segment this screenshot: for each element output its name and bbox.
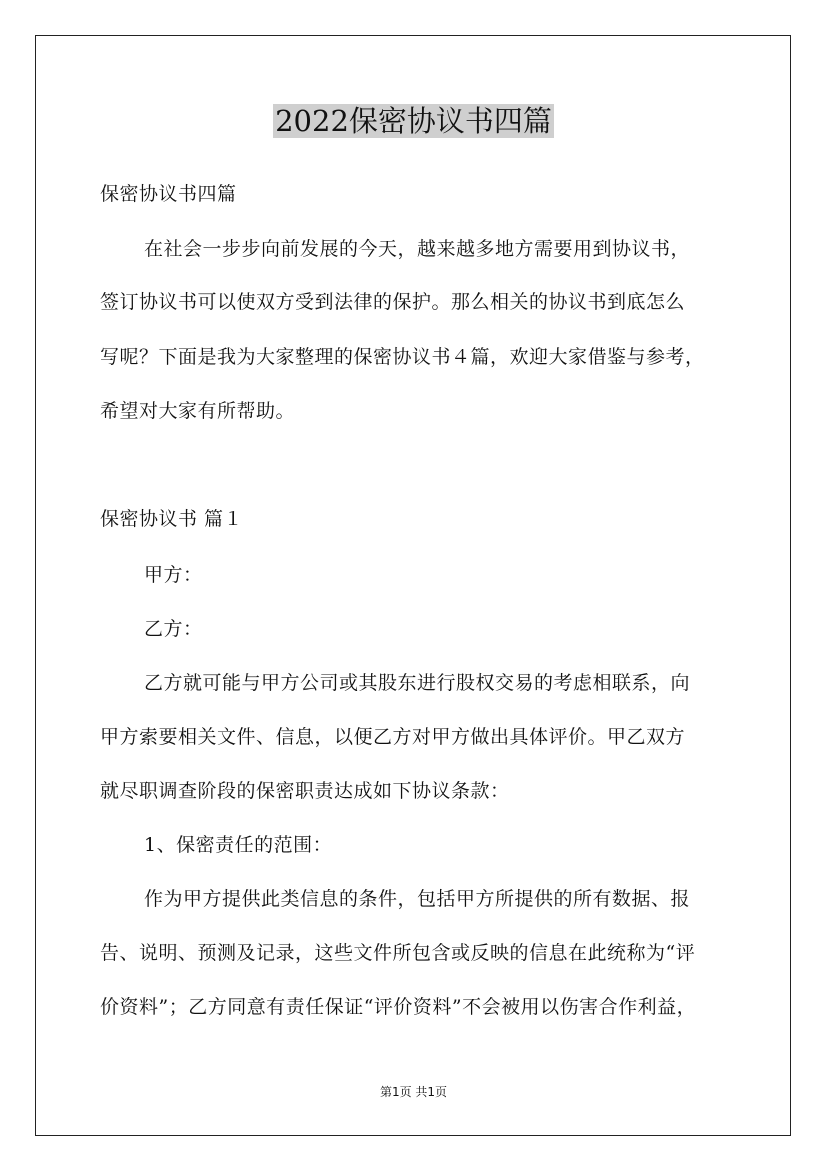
intro-line-2: 签订协议书可以使双方受到法律的保护。那么相关的协议书到底怎么 (100, 291, 686, 313)
paragraph-1-line-1: 乙方就可能与甲方公司或其股东进行股权交易的考虑相联系，向 (144, 672, 691, 694)
paragraph-2-line-1: 作为甲方提供此类信息的条件，包括甲方所提供的所有数据、报 (144, 888, 691, 910)
intro-line-4: 希望对大家有所帮助。 (100, 400, 296, 422)
paragraph-2-line-2: 告、说明、预测及记录，这些文件所包含或反映的信息在此统称为“评 (100, 942, 696, 964)
paragraph-1-line-2: 甲方索要相关文件、信息，以便乙方对甲方做出具体评价。甲乙双方 (100, 726, 686, 748)
section-heading: 保密协议书 篇１ (100, 508, 244, 530)
document-subtitle: 保密协议书四篇 (100, 183, 237, 205)
party-b-label: 乙方： (144, 618, 203, 640)
document-title (0, 101, 827, 141)
page-footer: 第1页 共1页 (379, 1085, 448, 1099)
intro-line-1: 在社会一步步向前发展的今天，越来越多地方需要用到协议书， (144, 238, 691, 260)
paragraph-1-line-3: 就尽职调查阶段的保密职责达成如下协议条款： (100, 780, 510, 802)
document-title-text: 2022保密协议书四篇 (275, 104, 552, 138)
paragraph-2-line-3: 价资料”；乙方同意有责任保证“评价资料”不会被用以伤害合作利益， (100, 996, 697, 1018)
intro-line-3: 写呢？下面是我为大家整理的保密协议书４篇，欢迎大家借鉴与参考， (100, 346, 705, 368)
party-a-label: 甲方： (144, 564, 203, 586)
clause-1-heading: 1、保密责任的范围： (144, 834, 333, 856)
